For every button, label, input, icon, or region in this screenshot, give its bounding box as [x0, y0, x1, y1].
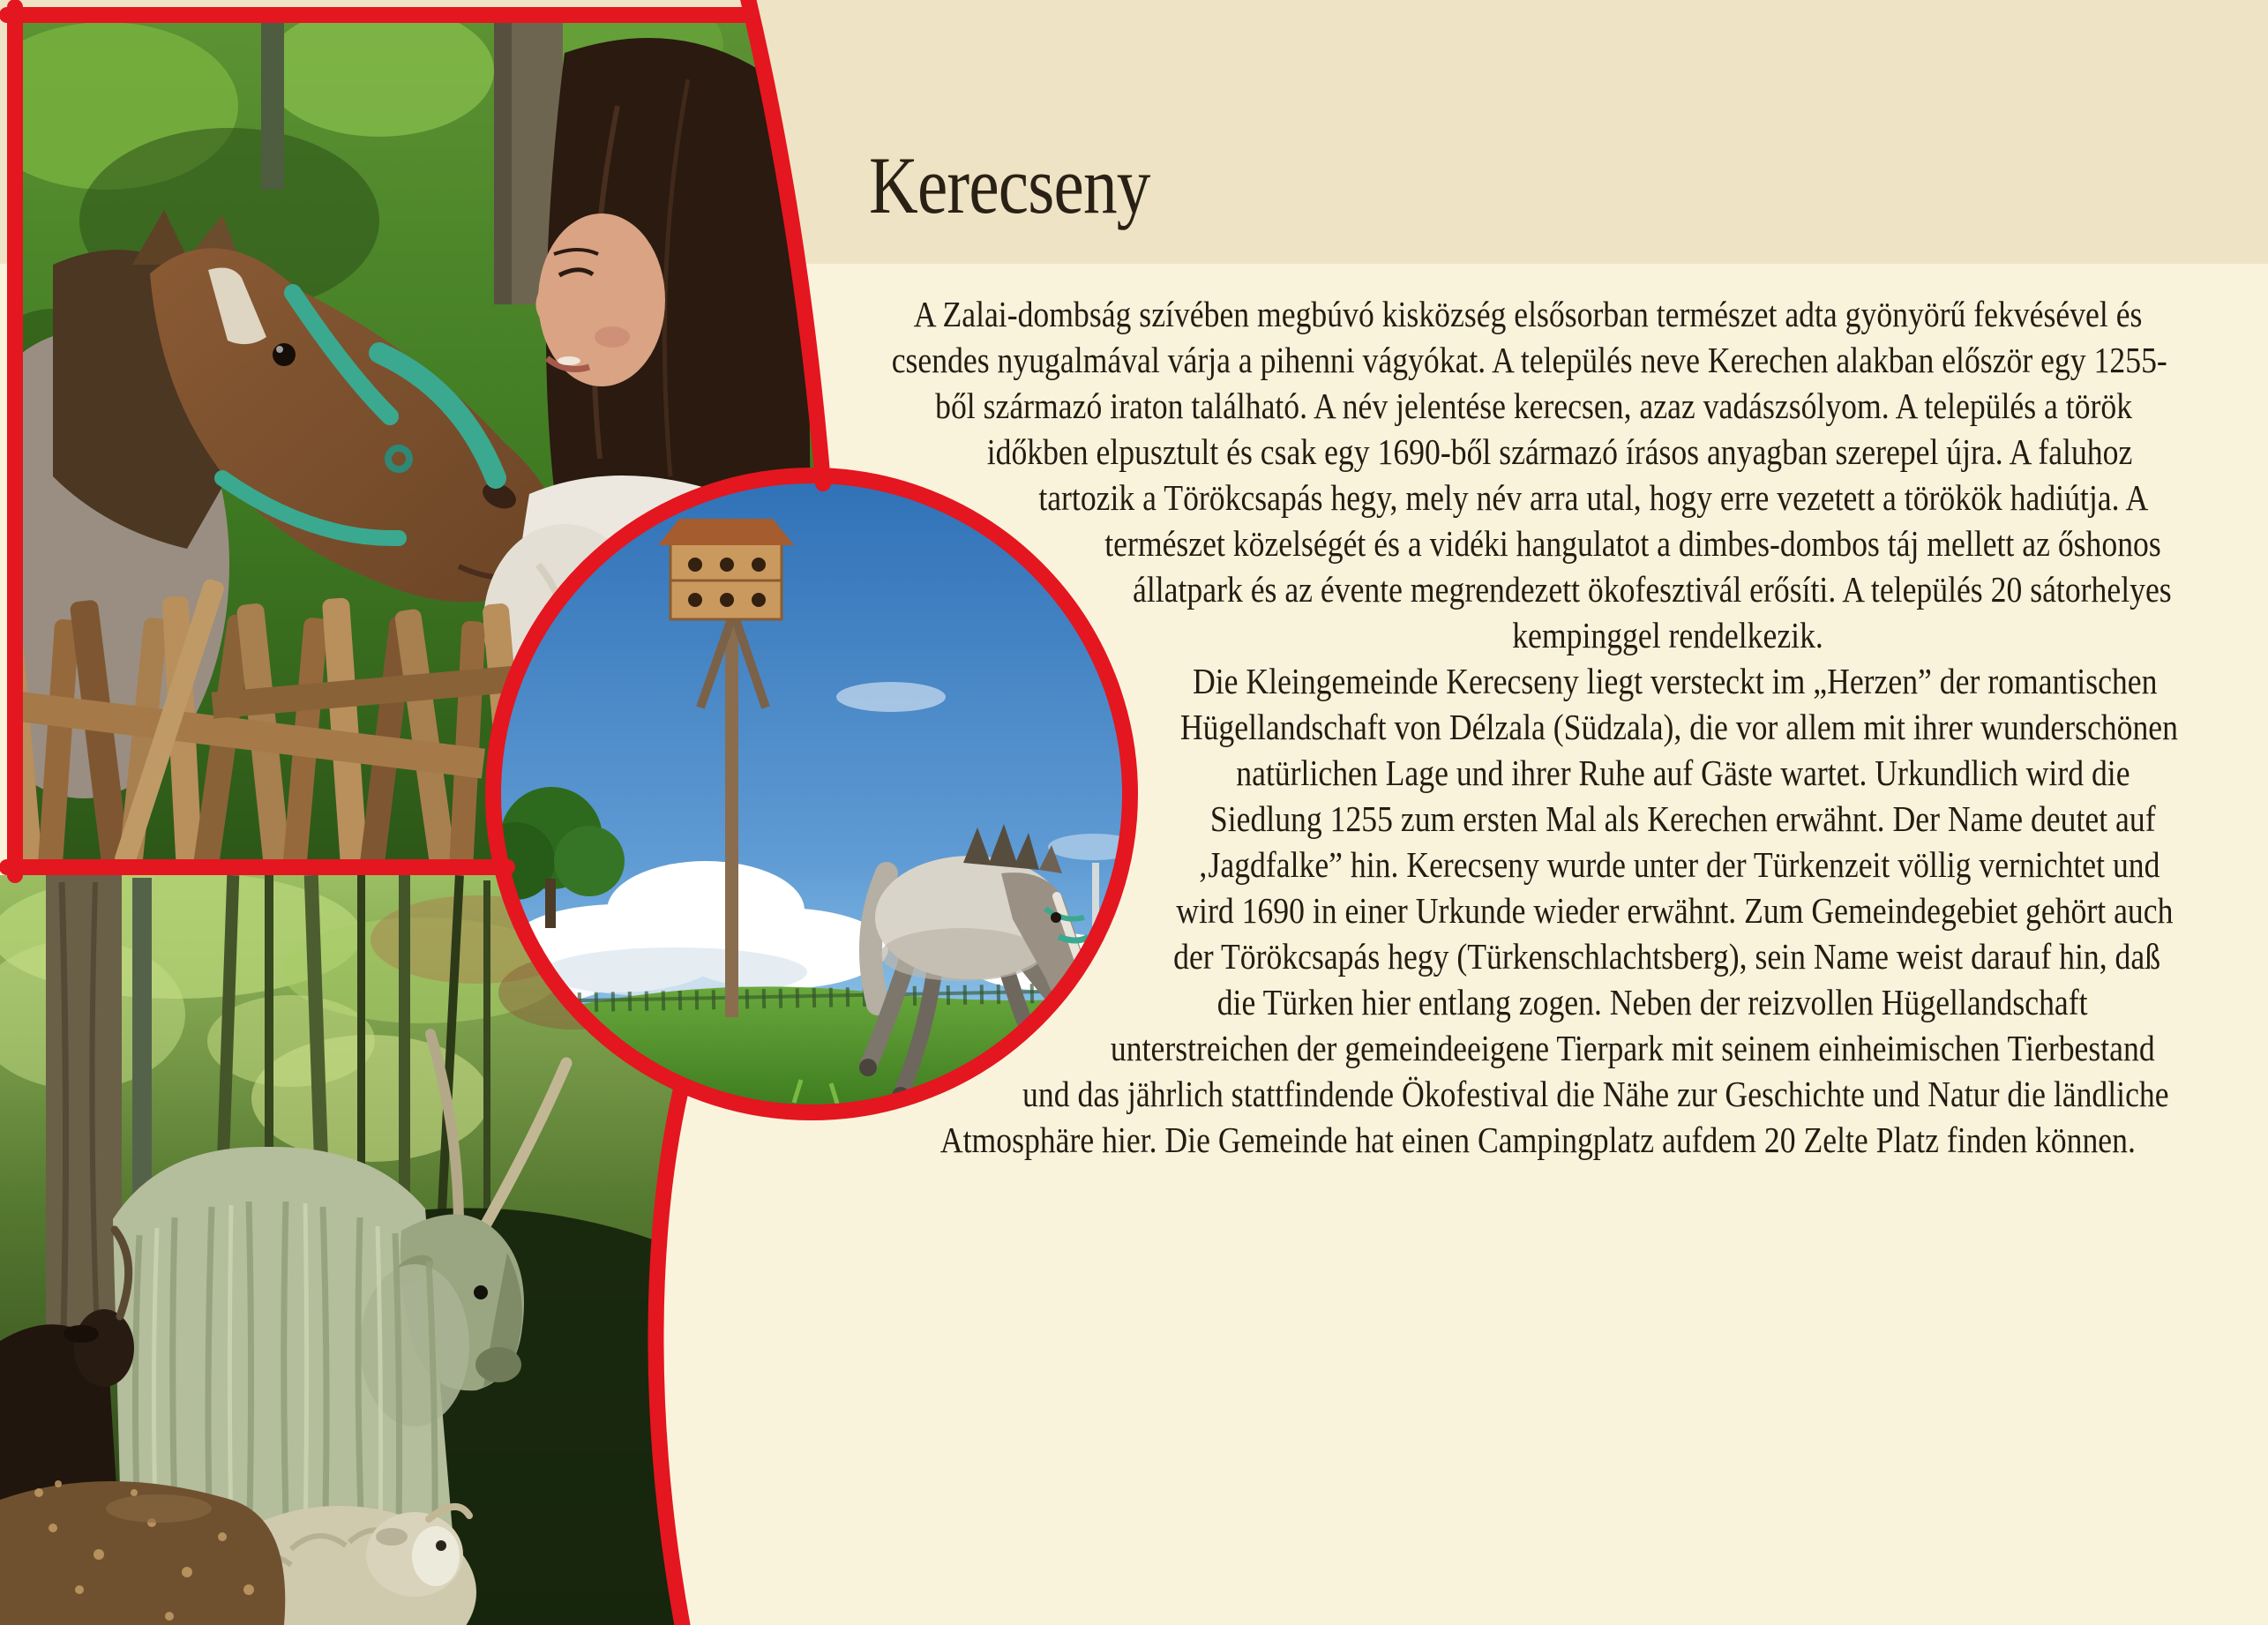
- paragraph-german: Die Kleingemeinde Kerecseny liegt versteckt im „Herzen” der romantischen Hügellandschaft von Délzala (Südzala), die vor allem mit ihrer wunderschönen natürlichen Lage und ihrer Ruhe auf Gäste wartet. Urkundlich wird die Siedlung 1255 zum ersten Mal als Kerechen erwähnt. Der Name deutet auf ‚Jagdfalke” hin. Kerecseny wurde unter der Türkenzeit völlig vernichtet und wird 1690 in einer Urkunde wieder erwähnt. Zum Gemeindegebiet gehört auch der Törökcsapás hegy (Türkenschlachtsberg), sein Name weist darauf hin, daß die Türken hier entlang zogen. Neben der reizvollen Hügellandschaft unterstreichen der gemeindeeigene Tierpark mit seinem einheimischen Tierbestand und das jährlich stattfindende Ökofestival die Nähe zur Geschichte und Natur die ländliche Atmosphäre hier. Die Gemeinde hat einen Campingplatz aufdem 20 Zelte Platz finden können.: [939, 661, 2178, 1160]
- body-text: [0, 291, 2180, 1625]
- paragraph-hungarian: A Zalai-dombság szívében megbúvó kisközség elsősorban természet adta gyönyörű fekvésével és csendes nyugalmával várja a pihenni vágyókat. A település neve Kerechen alakban először egy 1255-ből származó iraton található. A név jelentése kerecsen, azaz vadászsólyom. A település a török időkben elpusztult és csak egy 1690-ből származó írásos anyagban szerepel újra. A faluhoz tartozik a Törökcsapás hegy, mely név arra utal, hogy erre vezetett a törökök hadiútja. A természet közelségét és a vidéki hangulatot a dimbes-dombos táj mellett az őshonos állatpark és az évente megrendezett ökofesztivál erősíti. A település 20 sátorhelyes kempinggel rendelkezik.: [891, 294, 2172, 655]
- curve-text-spacer: [0, 291, 1197, 1625]
- page-title: Kerecseny: [869, 140, 1150, 230]
